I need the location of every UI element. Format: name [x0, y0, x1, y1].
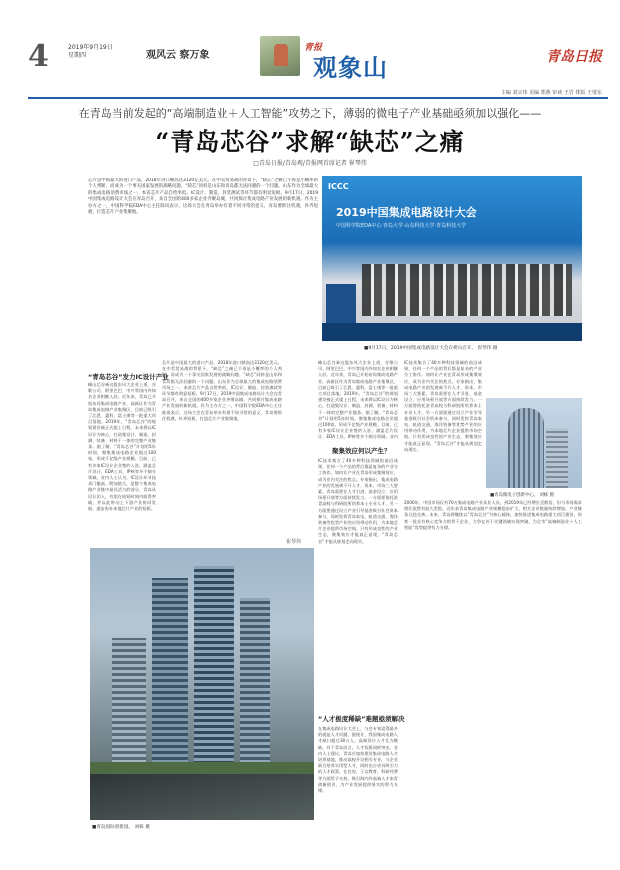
header-rule	[28, 97, 608, 99]
section-logo-small: 青报	[304, 43, 323, 53]
section-body-2: IC技术集合了40多种科技领域的前沿成果，任何一个产品的背后都是复杂的产业分工协作。如何让产业在青岛形成集聚效应，成为业内关注的焦点。专家指出，集成电路产业的发展离不开人才、资本、市场三大要素，青岛需要在人才引进、基金设立、应用场景开放等方面持续发力。一方面要依托驻青高校与科研院所培养本土专业人才，另一方面要通过设立产业引导基金吸引社会资本参与，同时发挥青岛家电、轨道交通、海洋装备等优势产业的应用带动作用，为本地芯片企业提供市场空间。只有形成良性的产业生态，聚集效应才能真正显现，“青岛芯谷”才能从规划走向现实。	[318, 458, 398, 544]
city-photo	[90, 548, 314, 820]
building-4	[240, 598, 270, 778]
editors-line: 主编 刘宗伟 美编 郑燕 审读 王岩 排版 王璧东	[500, 90, 602, 96]
page-header	[28, 36, 608, 98]
section-heading-3: “人才极度稀缺”难题亟须解决	[318, 715, 405, 723]
attendees-row	[362, 264, 572, 316]
section-heading-1: “青岛芯谷”发力IC设计产业	[88, 373, 169, 381]
tower-photo-caption: ■青岛微电子创新中心。 刘栋 摄	[490, 493, 555, 498]
road	[90, 774, 314, 820]
article-kicker: 在青岛当前发起的“高端制造业＋人工智能”攻势之下，薄弱的微电子产业基础亟须加以强化——	[78, 107, 542, 120]
section-slogan: 观风云 察万象	[146, 50, 210, 61]
section-title: 观象山	[313, 53, 388, 82]
city-photo-caption: ■青岛国际创新园。 刘栋 摄	[92, 825, 150, 830]
header-thumbnail	[260, 36, 300, 76]
signature: 崔琴伟	[286, 539, 302, 545]
article-byline: □青岛日报/青岛观/青报网首席记者 崔琴伟	[253, 160, 367, 167]
issue-date	[68, 44, 128, 60]
building-3	[194, 566, 234, 776]
conference-photo-caption: ■9月17日，2019中国集成电路设计大会在崂山召开。 崔琴伟 摄	[364, 346, 498, 351]
section-body-1: 峰山芯谷乘这股东风大企业上道，谷歌公司、阿里巴巴、中兴等国内外知名企业相继入驻。近年来，青岛已开始布局集成电路产业，高新区作为青岛集成电路产业集聚区，目前已吸引了芯恩、惠科、富士康等一批重大项目落地。2019年，“青岛芯谷”的规划建设被正式提上日程，未来将以IC设计为核心，打造集设计、制造、封测、装备、材料于一体的完整产业链条。据了解，“青岛芯谷”计划用5年时间，聚集集成电路企业超过100家，形成千亿级产业规模。目前，已有多家IC设计企业签约入驻，涵盖芯片设计、EDA工具、IP核等多个细分领域。业内人士认为，IC设计环节技术门槛高、附加值大，是整个集成电路产业链中最具活力的部分，青岛从设计切入，有望在较短时间内取得突破，并以此带动上下游产业协同发展，逐步弥补本地芯片产业的短板。	[88, 382, 156, 512]
building-1	[112, 638, 146, 778]
paper-logo: 青岛日报	[546, 49, 602, 65]
section-body-3: 在集成电路设计大会上，与会专家谈得最多的就是人才问题。据统计，我国集成电路人才缺口超过30万人，高端设计人才尤为稀缺。对于青岛而言，人才短板同样突出。业内人士建议，青岛应加快建设集成电路人才培养基地，推动高校开设相关专业，与企业联合培养实用型人才，同时出台更具吸引力的人才政策，在住房、子女教育、科研经费等方面给予支持，吸引海内外高端人才来青创新创业，为产业发展提供坚实的智力支撑。	[318, 726, 398, 794]
article-extra-body: 2000年，中国市场仅有70万集成电路产业从业人员，到2019年已经增长至数倍，但与市场需求相比依然有较大差距。近年来青岛集成电路产业规模稳步扩大，相关企业数量持续增加，产业链条日趋完善。未来，青岛将继续以“青岛芯谷”为核心载体，加快推进集成电路重大项目建设，培育一批具有核心竞争力的骨干企业，力争在若干关键领域实现突破，为全市“高端制造业＋人工智能”攻势提供有力支撑。	[404, 500, 582, 530]
conference-logo: ICCC	[328, 182, 349, 191]
tower-photo	[486, 398, 582, 488]
article-lede: 芯片是中国最大的进口产品，2018年进口额高达3120亿美元。在中美贸易战的背景下，“缺芯”之痛已不再是小概率的个人判断，而成为一个事关国家发展的战略问题。“缺芯”同样是山东和青岛都无法回避的一个问题。山东作为全球最大的集成电路消费市场之一，本省芯片产品自给率低，IC设计、制造、封装测试等环节都有明显短板。9月17日，2019中国集成电路设计大会在青岛召开，来自全国的400多家企业齐聚岛城，共同探讨集成电路产业发展的新机遇。作为主办方之一，中国科学院EDA中心主任陈岚表示，这场大会在青岛举办有着不同寻常的意义，青岛要抓住机遇，补齐短板，打造芯片产业集聚地。	[88, 178, 318, 216]
section-heading-2: 聚集效应何以产生？	[332, 447, 391, 455]
weekday-text: 星期四	[68, 52, 87, 59]
side-building	[546, 428, 568, 488]
section-body-1-cont: 芯片是中国最大的进口产品，2018年进口额高达3120亿美元。在中美贸易战的背景下，“缺芯”之痛已不再是小概率的个人判断，而成为一个事关国家发展的战略问题。“缺芯”同样是山东和青岛都无法回避的一个问题。山东作为全球最大的集成电路消费市场之一，本省芯片产品自给率低，IC设计、制造、封装测试等环节都有明显短板。9月17日，2019中国集成电路设计大会在青岛召开，来自全国的400多家企业齐聚岛城，共同探讨集成电路产业发展的新机遇。作为主办方之一，中国科学院EDA中心主任陈岚表示，这场大会在青岛举办有着不同寻常的意义，青岛要抓住机遇，补齐短板，打造芯片产业集聚地。	[162, 360, 282, 421]
conference-banner: 2019中国集成电路设计大会	[336, 206, 477, 219]
conference-banner-sub: 中国科学院EDA中心·青岛大学·山东科技大学·青岛科技大学	[336, 223, 467, 229]
tower-building	[508, 408, 544, 488]
date-text: 2019年9月19日	[68, 44, 113, 51]
article-title: “青岛芯谷”求解“缺芯”之痛	[155, 127, 465, 156]
page-number: 4	[28, 39, 49, 74]
conference-photo	[322, 176, 582, 341]
section-body-1-cont2: 峰山芯谷乘这股东风大企业上道，谷歌公司、阿里巴巴、中兴等国内外知名企业相继入驻。近年来，青岛已开始布局集成电路产业，高新区作为青岛集成电路产业集聚区，目前已吸引了芯恩、惠科、富士康等一批重大项目落地。2019年，“青岛芯谷”的规划建设被正式提上日程，未来将以IC设计为核心，打造集设计、制造、封测、装备、材料于一体的完整产业链条。据了解，“青岛芯谷”计划用5年时间，聚集集成电路企业超过100家，形成千亿级产业规模。目前，已有多家IC设计企业签约入驻，涵盖芯片设计、EDA工具、IP核等多个细分领域。业内	[318, 360, 398, 440]
building-2	[152, 578, 188, 778]
section-body-2-cont: IC技术集合了40多种科技领域的前沿成果，任何一个产品的背后都是复杂的产业分工协作。如何让产业在青岛形成集聚效应，成为业内关注的焦点。专家指出，集成电路产业的发展离不开人才、资本、市场三大要素，青岛需要在人才引进、基金设立、应用场景开放等方面持续发力。一方面要依托驻青高校与科研院所培养本土专业人才，另一方面要通过设立产业引导基金吸引社会资本参与，同时发挥青岛家电、轨道交通、海洋装备等优势产业的应用带动作用，为本地芯片企业提供市场空间。只有形成良性的产业生态，聚集效应才能真正显现，“青岛芯谷”才能从规划走向现实。	[404, 360, 482, 452]
stage	[322, 323, 582, 341]
